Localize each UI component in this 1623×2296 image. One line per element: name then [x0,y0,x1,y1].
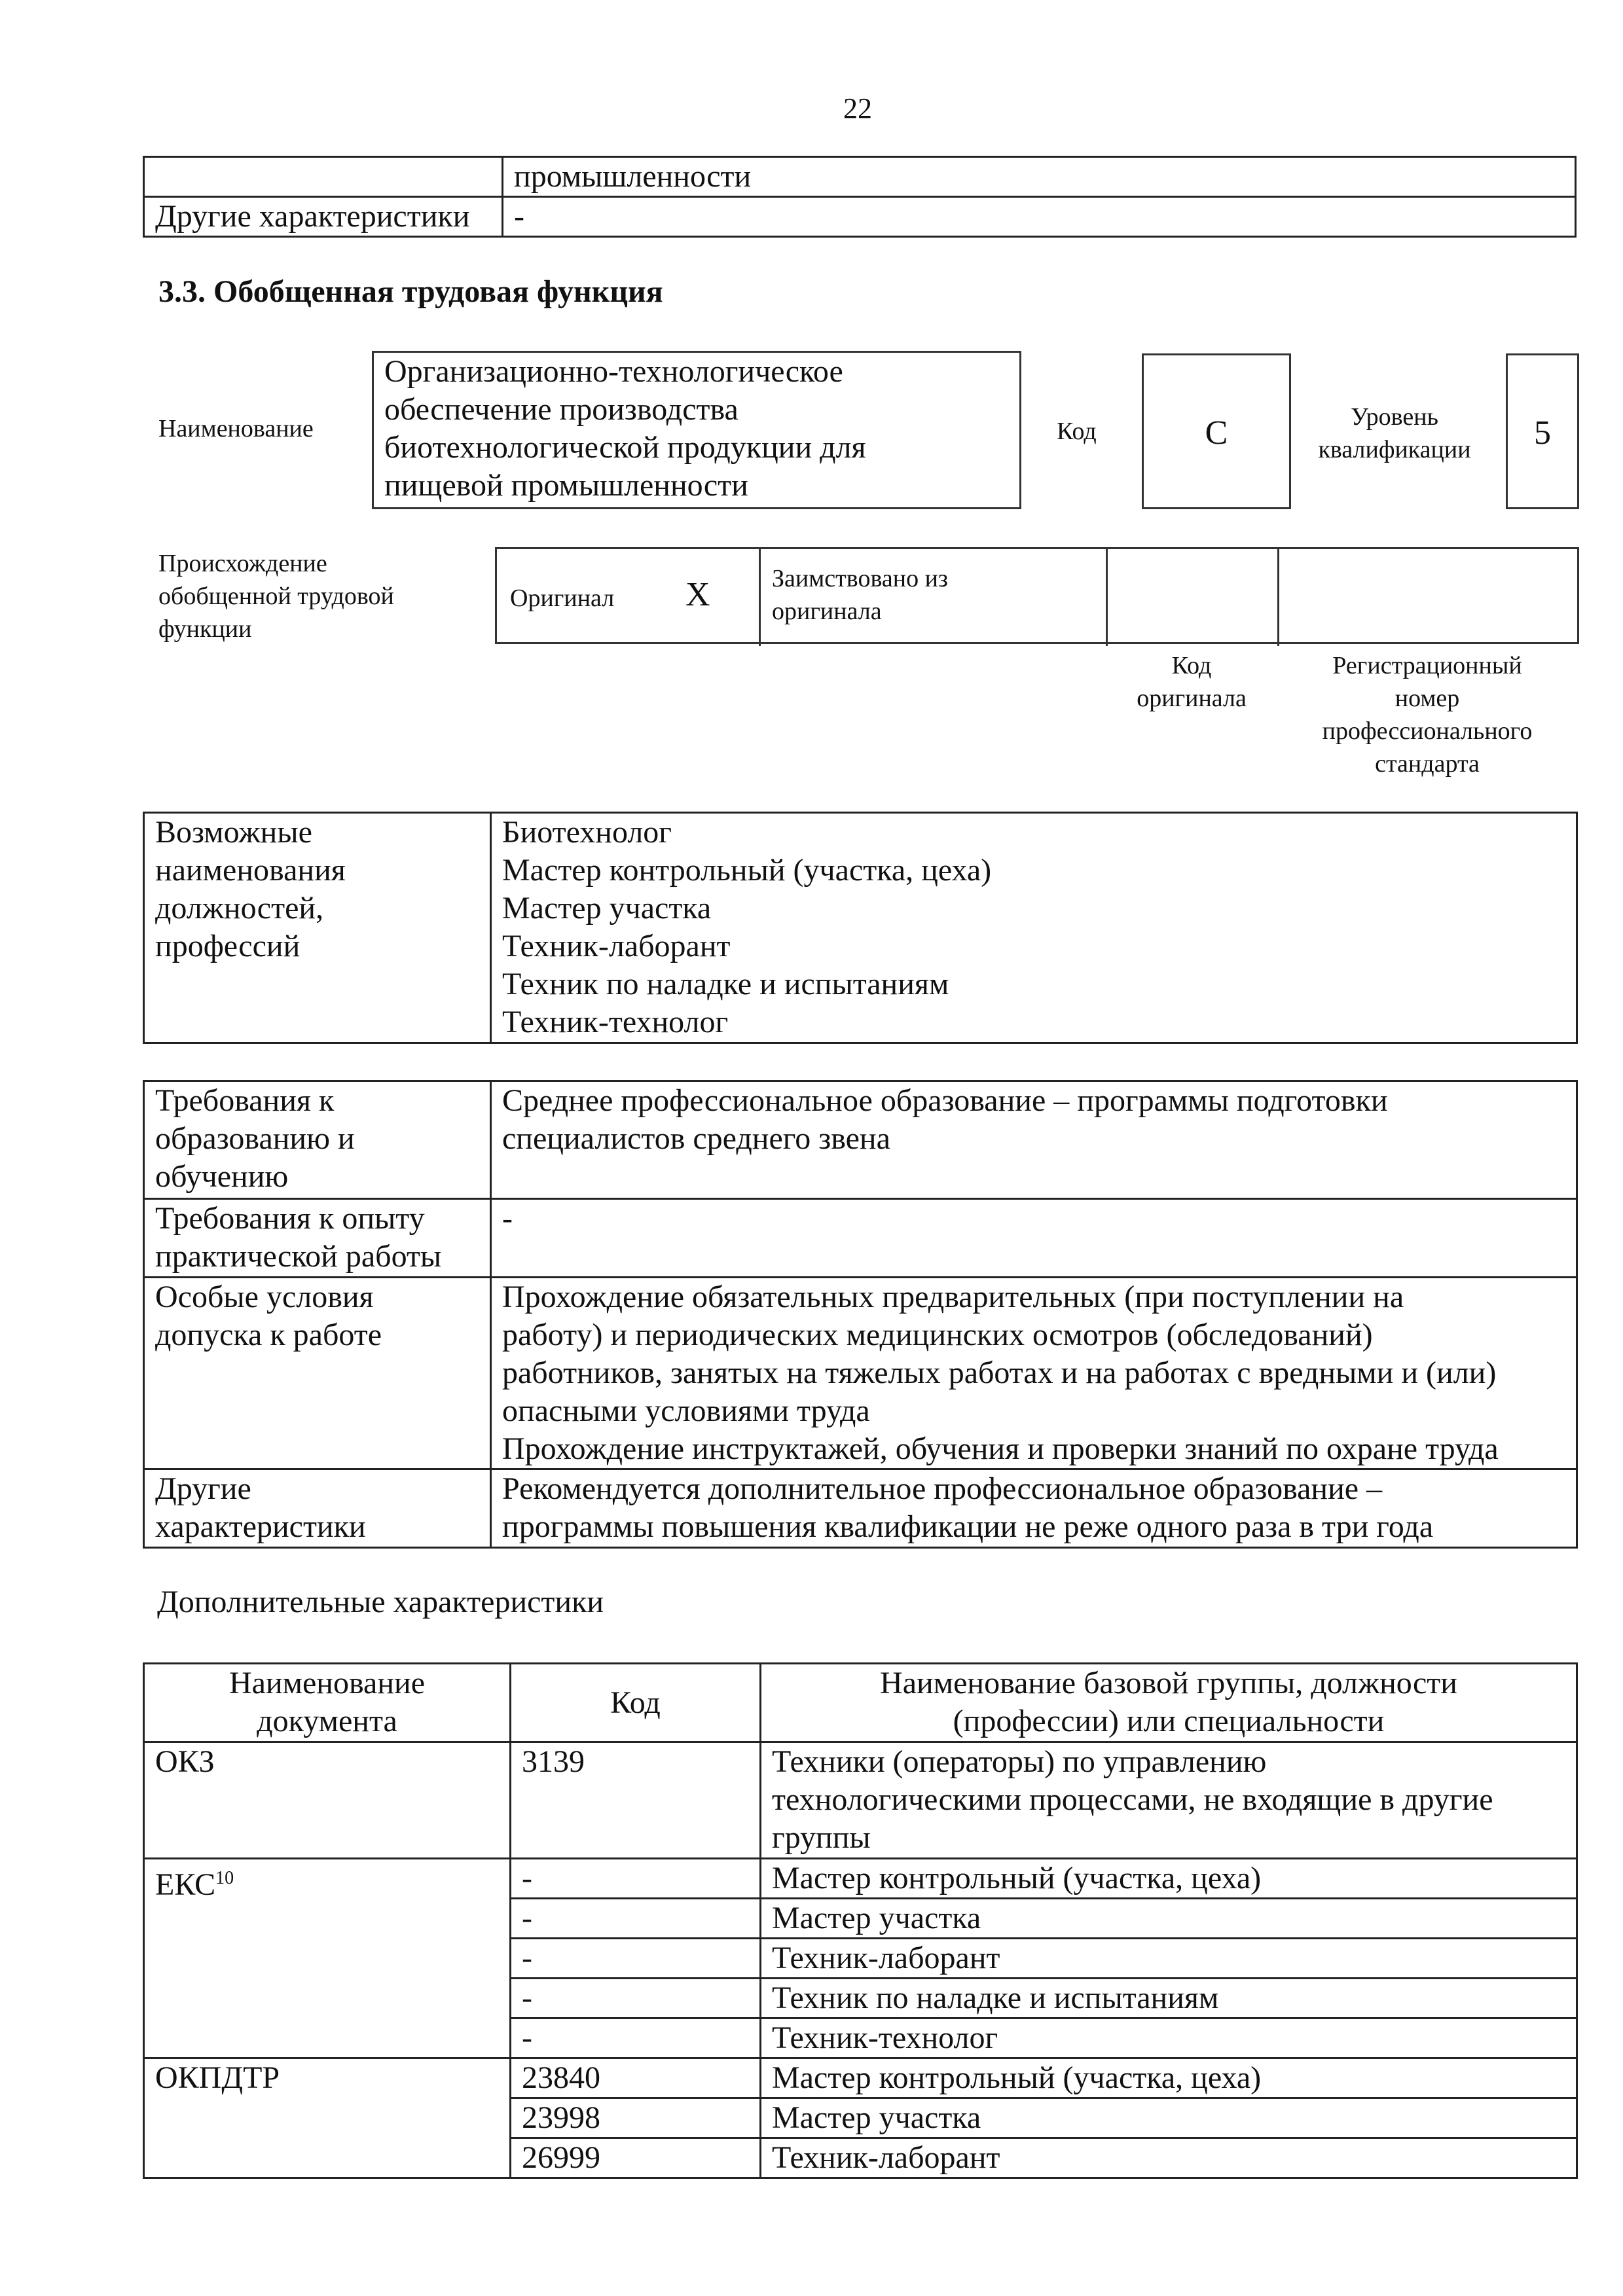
top-row2-value: - [503,197,1576,237]
qualification-level-box: 5 [1506,353,1579,509]
table-row-code: - [511,1939,761,1979]
okpdtr-doc: ОКПДТР [144,2058,511,2178]
req-special-conditions-value: Прохождение обязательных предварительных (при поступлении на работу) и периодических медицинских осмотров (обследований) работников, занятых на тяжелых работах и на работах с вредными и (или) опасными условиями труда Прохождение инструктажей, обучения и проверки знаний по охране труда [491,1278,1577,1469]
origin-label: Происхождение обобщенной трудовой функции [158,550,394,643]
additional-title: Дополнительные характеристики [157,1585,604,1619]
position-item: Техник-технолог [502,1005,729,1039]
table-row-code: - [511,1899,761,1939]
caption-registration-number: Регистрационный номер профессионального стандарта [1322,652,1533,778]
page-number: 22 [843,92,872,124]
req-experience-label: Требования к опыту практической работы [144,1199,491,1278]
eks-doc: ЕКС$^{10}$ [144,1859,511,2058]
table-row-name: Техник-технолог [761,2018,1577,2058]
position-item: Мастер контрольный (участка, цеха) [502,853,992,888]
name-label: Наименование [158,415,314,442]
borrowed-label: Заимствовано из оригинала [772,565,948,625]
caption-original-code: Код оригинала [1137,652,1247,712]
positions-list [491,813,1577,1043]
okz-code: 3139 [511,1742,761,1859]
function-name-line: пищевой промышленности [384,468,748,503]
table-row-name: Мастер участка [761,1899,1577,1939]
origin-box [495,547,1579,644]
req-education-label: Требования к образованию и обучению [144,1081,491,1199]
header-group-name: Наименование базовой группы, должности (профессии) или специальности [761,1664,1577,1742]
table-row-code: - [511,1979,761,2018]
req-experience-value: - [491,1199,1577,1278]
function-name-line: биотехнологической продукции для [384,430,866,465]
table-row-name: Техник-лаборант [761,1939,1577,1979]
table-row-name: Мастер участка [761,2098,1577,2138]
position-item: Биотехнолог [502,815,672,850]
qualification-level-label: Уровень квалификации [1318,403,1471,463]
position-item: Техник-лаборант [502,929,731,963]
req-special-conditions-label: Особые условия допуска к работе [144,1278,491,1469]
section-title: 3.3. Обобщенная трудовая функция [158,274,663,309]
top-row1-label [144,157,503,197]
additional-table [143,1662,1578,2179]
top-continuation-table [143,156,1577,238]
table-row-code: 23998 [511,2098,761,2138]
original-label: Оригинал [510,584,615,612]
requirements-table [143,1080,1578,1549]
header-code: Код [511,1664,761,1742]
table-row-name: Техник-лаборант [761,2138,1577,2178]
code-label: Код [1057,418,1097,445]
table-row-code: 26999 [511,2138,761,2178]
top-row1-value: промышленности [503,157,1576,197]
table-row-name: Мастер контрольный (участка, цеха) [761,1859,1577,1899]
positions-label: Возможные наименования должностей, профессий [144,813,491,1043]
function-name-box [372,351,1021,509]
positions-table [143,812,1578,1044]
position-item: Мастер участка [502,891,712,925]
table-row-code: 23840 [511,2058,761,2098]
okz-name: Техники (операторы) по управлению технологическими процессами, не входящие в другие группы [761,1742,1577,1859]
code-value-box: С [1142,353,1291,509]
position-item: Техник по наладке и испытаниям [502,967,949,1001]
okz-doc: ОКЗ [144,1742,511,1859]
top-row2-label: Другие характеристики [144,197,503,237]
table-row-name: Мастер контрольный (участка, цеха) [761,2058,1577,2098]
footnote-ref: 10 [215,1868,234,1888]
table-row-name: Техник по наладке и испытаниям [761,1979,1577,2018]
function-name-line: обеспечение производства [384,392,739,427]
req-other-value: Рекомендуется дополнительное профессиональное образование – программы повышения квалификации не реже одного раза в три года [491,1469,1577,1548]
table-row-code: - [511,1859,761,1899]
req-other-label: Другие характеристики [144,1469,491,1548]
function-name-line: Организационно-технологическое [384,354,843,389]
original-mark: Х [685,576,710,613]
table-row-code: - [511,2018,761,2058]
req-education-value: Среднее профессиональное образование – программы подготовки специалистов среднего звена [491,1081,1577,1199]
header-document: Наименование документа [144,1664,511,1742]
